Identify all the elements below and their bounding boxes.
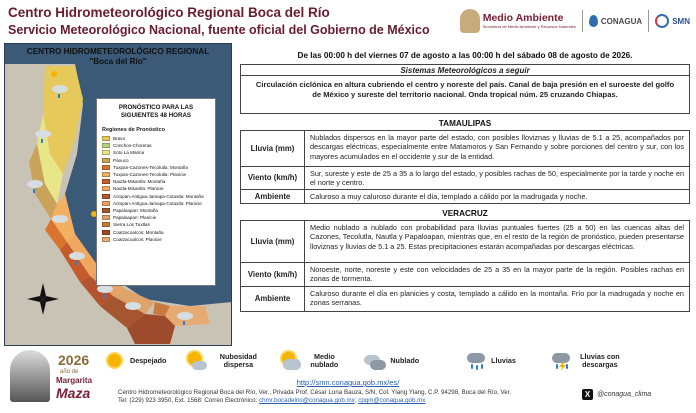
legend-region-label: Pánuco [113,157,129,163]
thunderstorm-icon [550,351,572,371]
tamaulipas-wind-row [240,166,690,190]
legend-region-label: Actopan-Antigua-Jamapa-Cotaxtla: Planicie [113,200,202,206]
footer-address [118,389,518,405]
forecast-map [4,43,232,346]
legend-item-descargas [550,351,624,371]
legend-region-label: Coatzacoalcos: Montaña [113,229,164,235]
tamaulipas-ambient-label: Ambiente [241,190,305,203]
legend-region-label: Papaloapan: Planicie [113,215,157,221]
legend-label-medio-nublado: Medio nublado [310,351,339,369]
logo-divider [648,10,649,32]
legend-row [102,149,215,156]
legend-row [102,200,215,207]
legend-row [102,207,215,214]
legend-region-label: Tuxpan-Cazones-Tecolutla: Planicie [113,172,187,178]
legend-row [102,135,215,142]
header [0,0,696,42]
tamaulipas-ambient-row [240,189,690,204]
tamaulipas-title: TAMAULIPAS [438,119,492,128]
partly-cloudy-icon [186,351,208,371]
legend-swatch [102,179,110,184]
legend-title-line2: SIGUIENTES 48 HORAS [120,111,192,119]
legend-swatch [102,215,110,220]
legend-swatch [102,143,110,148]
veracruz-ambient-label: Ambiente [241,287,305,311]
veracruz-rain-row [240,220,690,263]
legend-item-nublado [364,351,419,371]
tamaulipas-wind-label: Viento (km/h) [241,167,305,189]
tamaulipas-rain-label: Lluvia (mm) [241,131,305,166]
legend-rows [97,135,215,243]
legend-item-medio-nublado [280,351,342,371]
medio-ambiente-label: Medio Ambiente [482,11,564,24]
contact-line [118,397,518,405]
medio-ambiente-sublabel: Secretaría de Medio Ambiente y Recursos Naturales [482,24,576,30]
legend-swatch [102,208,110,213]
veracruz-ambient-text: Caluroso durante el día en planicies y costa, templado a cálido en la montaña. Frío por la madrugada y noche en zonas serranas. [310,289,684,308]
legend-swatch [102,186,110,191]
legend-label-descargas: Lluvias con descargas [580,351,620,369]
tamaulipas-ambient-text: Caluroso a muy caluroso durante el día, templado a cálido por la madrugada y noche. [310,192,588,201]
legend-item-despejado [104,351,166,371]
cloudy-icon [364,351,386,371]
legend-label-nubosidad: Nubosidad dispersa [219,351,257,369]
contact-prefix: Tel: (229) 923 3950, Ext. 1568; Correo Electrónico: [118,397,258,404]
email-link-secondary[interactable]: cpgm@conagua.gob.mx [358,397,426,404]
legend-row [102,221,215,228]
forecast-period: De las 00:00 h del viernes 07 de agosto a las 00:00 h del sábado 08 de agosto de 2026. [297,51,633,60]
legend-row [102,171,215,178]
social-handle[interactable]: @conagua_clima [597,391,652,398]
legend-row [102,157,215,164]
portrait-image [10,350,50,402]
email-link-primary[interactable]: chmr.bocadelrio@conagua.gob.mx [259,397,355,404]
address-line: Centro Hidrometeorológico Regional Boca del Río, Ver., Privada Prof. César Luna Bauza, S/N, Col. Ylang Ylang, C.P. 94298, Boca del Río, Ver. [118,389,512,396]
legend-region-label: Nautla-Misantla: Planicie [113,186,164,192]
legend-swatch [102,150,110,155]
veracruz-wind-text: Noroeste, norte, noreste y este con velocidades de 25 a 35 en la mayor parte de la región. Posibles rachas en zonas de tormenta. [310,265,684,284]
systems-box [240,64,690,114]
website-link[interactable]: http://smn.conagua.gob.mx/es/ [296,378,400,387]
legend-swatch [102,230,110,235]
legend-subtitle: Regiones de Pronóstico [102,127,165,133]
veracruz-wind-row [240,262,690,287]
smn-label: SMN [672,16,690,26]
legend-swatch [102,136,110,141]
legend-region-label: Papaloapan: Montaña [113,207,158,213]
legend-swatch [102,194,110,199]
legend-label-despejado: Despejado [130,355,167,365]
legend-row [102,185,215,192]
smn-mark-icon [655,14,669,28]
x-twitter-icon[interactable]: X [582,389,593,400]
legend-item-lluvias [465,351,516,371]
map-title [5,47,231,67]
veracruz-ambient-row [240,286,690,312]
government-emblem-icon [460,9,480,33]
tamaulipas-rain-row [240,130,690,167]
sun-icon [104,351,126,371]
year-name-last: Maza [56,385,91,401]
legend-title-line1: PRONÓSTICO PARA LAS [118,104,194,111]
year-name-first: Margarita [56,376,93,385]
tamaulipas-rain-text: Nublados dispersos en la mayor parte del estado, con posibles lloviznas y lluvias de 5.1 a 25, acompañados por descargas eléctricas, especialmente entre Matamoros y San Fernando y sobre porciones del centro y sur, con los mayores acumulados en el occidente y sur de la entidad. [310,133,684,161]
conagua-label: CONAGUA [600,16,643,26]
legend-region-label: Tuxpan-Cazones-Tecolutla: Montaña [113,164,188,170]
map-title-line1: CENTRO HIDROMETEOROLÓGICO REGIONAL [26,47,210,56]
veracruz-rain-label: Lluvia (mm) [241,221,305,262]
water-drop-icon [589,15,598,27]
legend-row [102,164,215,171]
legend-swatch [102,237,110,242]
logos [460,6,690,36]
legend-swatch [102,158,110,163]
legend-region-label: Actopan-Antigua-Jamapa-Cotaxtla: Montaña [113,193,204,199]
tamaulipas-wind-text: Sur, sureste y este de 25 a 35 a lo largo del estado, y posibles rachas de 50, especialmente por la tarde y noche en el norte y centro. [310,169,684,188]
legend-label-lluvias: Lluvias [491,355,516,365]
legend-region-label: Coatzacoalcos: Planicie [113,236,162,242]
legend-label-nublado: Nublado [390,355,420,365]
legend-row [102,178,215,185]
email-separator: ; [354,397,357,404]
legend-row [102,236,215,243]
systems-title: Sistemas Meteorológicos a seguir [241,65,689,76]
year-number: 2026 [58,352,90,368]
legend-title [97,104,215,119]
legend-region-label: Conchos-Choreras [113,143,152,149]
veracruz-rain-text: Medio nublado a nublado con probabilidad para lluvias puntuales fuertes (25 a 50) en las cuencas altas del Cazones, Tecolutla, Nautla y Papaloapan, mientras que, en el resto de la región de pronóstico, pueden presentarse lloviznas y lluvias de 5.1 a 25. Estas precipitaciones estarán acompañadas por descargas eléctricas. [310,223,684,251]
veracruz-title: VERACRUZ [442,209,488,218]
systems-text: Circulación ciclónica en altura cubriendo el centro y noreste del país. Canal de baja presión en el suroeste del golfo de México y sureste del territorio nacional. Onda tropical núm. 25 cruzando Chiapas. [255,80,675,99]
map-legend [96,98,216,286]
legend-swatch [102,201,110,206]
legend-row [102,142,215,149]
legend-region-label: Soto La Marina [113,150,145,156]
legend-item-nubosidad [186,351,264,371]
legend-region-label: Sierra Los Tuxtlas [113,222,150,228]
legend-swatch [102,165,110,170]
legend-swatch [102,172,110,177]
legend-row [102,228,215,235]
legend-region-label: Bravo [113,136,126,142]
rain-icon [465,351,487,371]
legend-row [102,193,215,200]
conagua-logo [589,15,642,27]
legend-region-label: Nautla-Misantla: Montaña [113,179,166,185]
legend-row [102,214,215,221]
medio-ambiente-logo [460,9,576,33]
veracruz-wind-label: Viento (km/h) [241,263,305,286]
page-title: Centro Hidrometeorológico Regional Boca del Río [8,5,330,20]
icon-legend [104,345,696,377]
smn-logo [655,14,690,28]
map-title-line2: "Boca del Río" [89,57,147,66]
social-block[interactable] [582,389,651,400]
mostly-cloudy-icon [280,351,302,371]
year-sub: año de [60,369,79,375]
legend-swatch [102,222,110,227]
logo-divider [582,10,583,32]
page-subtitle: Servicio Meteorológico Nacional, fuente oficial del Gobierno de México [8,23,430,37]
